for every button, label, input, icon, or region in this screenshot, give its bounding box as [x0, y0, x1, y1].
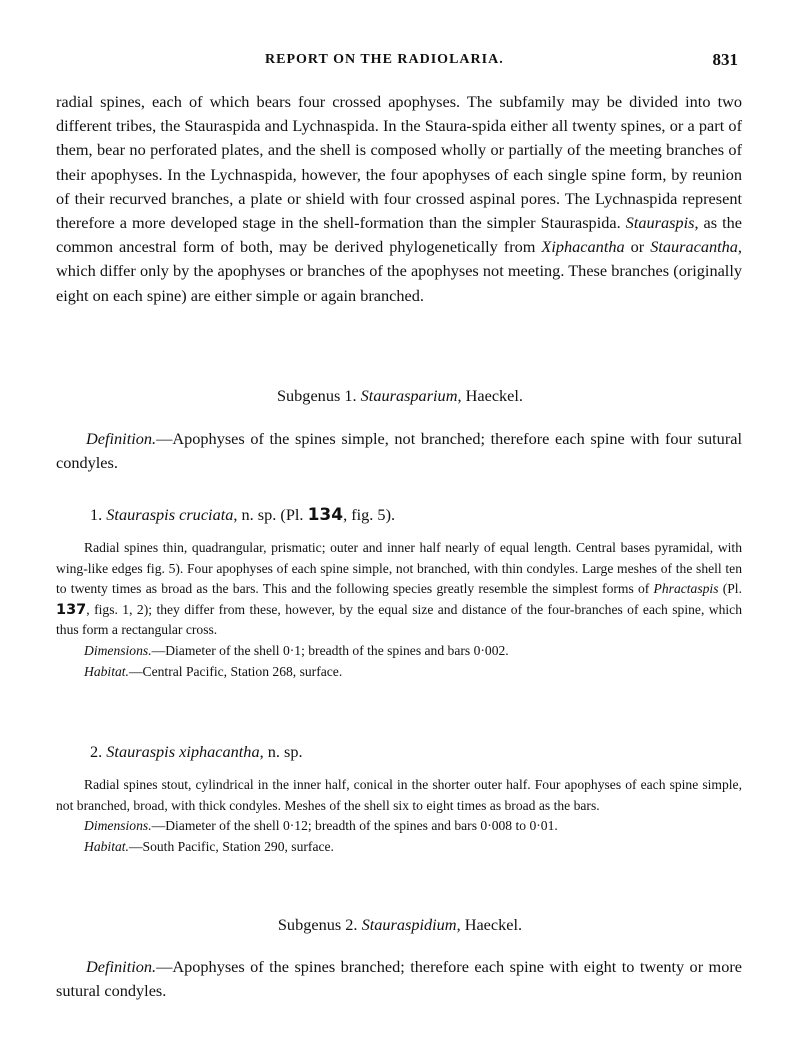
- species-1-habitat: [56, 662, 742, 683]
- subgenus-2-heading: [0, 915, 800, 935]
- subgenus-1-prefix: Subgenus 1.: [276, 386, 361, 405]
- species-2-heading: [90, 742, 303, 762]
- species-1-heading: [90, 505, 395, 525]
- subgenus-2-definition: [56, 955, 742, 1003]
- species-1-desc-genus: Phractaspis: [653, 581, 719, 597]
- species-1-description: [56, 538, 742, 682]
- species-2-habitat-label: Habitat.: [84, 838, 129, 854]
- subgenus-1-definition: [56, 427, 742, 475]
- intro-genus-stauraspis: Stauraspis: [625, 213, 695, 233]
- species-1-desc-plate: 137: [56, 601, 87, 618]
- species-2-after-name: , n. sp.: [259, 742, 303, 761]
- species-1-plate: 134: [307, 505, 344, 525]
- species-2-habitat-text: —South Pacific, Station 290, surface.: [128, 838, 334, 854]
- intro-text-2: , as the common ancestral form of both, may be derived phylogenetically from: [56, 213, 742, 257]
- species-2-dimensions: [56, 816, 742, 837]
- species-2-dimensions-label: Dimensions.: [84, 818, 152, 834]
- subgenus-2-suffix: , Haeckel.: [456, 915, 523, 934]
- species-2-desc: Radial spines stout, cylindrical in the inner half, conical in the shorter outer half. Four apophyses of each spine simple, not branched, broad, with thick condyles. Meshes of the shell six to eight times as broad as the bars.: [56, 777, 742, 813]
- definition-2-label: Definition.: [86, 957, 157, 976]
- species-1-desc-a: Radial spines thin, quadrangular, prismatic; outer and inner half nearly of equal length. Central bases pyramidal, with wing-like edges fig. 5). Four apophyses of each spine simple, not branched, with thin condyles. Large meshes of the shell ten to twenty times as broad as the bars. This and the following species greatly resemble the simplest forms of: [56, 540, 742, 597]
- species-1-habitat-text: —Central Pacific, Station 268, surface.: [128, 663, 343, 679]
- species-1-number: 1.: [90, 505, 107, 524]
- intro-paragraph: [56, 90, 742, 308]
- species-2-description: [56, 775, 742, 857]
- species-1-name: Stauraspis cruciata: [106, 505, 234, 524]
- page-number: 831: [712, 50, 738, 69]
- species-1-after-name: , n. sp. (Pl.: [233, 505, 308, 524]
- species-1-habitat-label: Habitat.: [84, 663, 129, 679]
- species-1-desc-b: (Pl.: [718, 581, 742, 597]
- running-head: [0, 50, 800, 74]
- subgenus-1-suffix: , Haeckel.: [457, 386, 524, 405]
- species-1-dimensions-label: Dimensions.: [84, 642, 152, 658]
- species-1-fig: , fig. 5).: [343, 505, 396, 524]
- definition-text: —Apophyses of the spines simple, not branched; therefore each spine with four sutural condyles.: [56, 429, 742, 473]
- species-1-dimensions-text: —Diameter of the shell 0·1; breadth of the spines and bars 0·002.: [151, 642, 509, 658]
- subgenus-2-prefix: Subgenus 2.: [277, 915, 362, 934]
- intro-genus-xiphacantha: Xiphacantha: [541, 237, 625, 257]
- subgenus-2-name: Stauraspidium: [361, 915, 457, 934]
- definition-2-text: —Apophyses of the spines branched; therefore each spine with eight to twenty or more sutural condyles.: [56, 957, 742, 1001]
- species-2-name: Stauraspis xiphacantha: [106, 742, 260, 761]
- species-1-dimensions: [56, 641, 742, 662]
- species-1-desc-c: , figs. 1, 2); they differ from these, however, by the equal size and distance of the four-branches of each spine, which thus form a rectangular cross.: [56, 601, 742, 638]
- intro-text-4: , which differ only by the apophyses or branches of the apophyses not meeting. These branches (originally eight on each spine) are either simple or again branched.: [56, 237, 742, 305]
- intro-text-1: radial spines, each of which bears four crossed apophyses. The subfamily may be divided into two different tribes, the Stauraspida and Lychnaspida. In the Staura-spida either all twenty spines, or a part of them, bear no perforated plates, and the shell is composed wholly or partially of the meeting branches of their apophyses. In the Lychnaspida, however, the four apophyses of each single spine form, by reunion of their recurved branches, a plate or shield with four crossed aspinal pores. The Lychnaspida represent therefore a more developed stage in the shell-formation than the simpler Stauraspida.: [56, 92, 742, 233]
- intro-genus-stauracantha: Stauracantha: [650, 237, 738, 257]
- running-title: REPORT ON THE RADIOLARIA.: [265, 52, 504, 67]
- intro-text-3: or: [624, 237, 651, 257]
- species-2-number: 2.: [90, 742, 107, 761]
- species-2-habitat: [56, 837, 742, 858]
- subgenus-1-name: Staurasparium: [360, 386, 458, 405]
- subgenus-1-heading: [0, 386, 800, 406]
- species-2-dimensions-text: —Diameter of the shell 0·12; breadth of the spines and bars 0·008 to 0·01.: [151, 818, 558, 834]
- definition-label: Definition.: [86, 429, 157, 448]
